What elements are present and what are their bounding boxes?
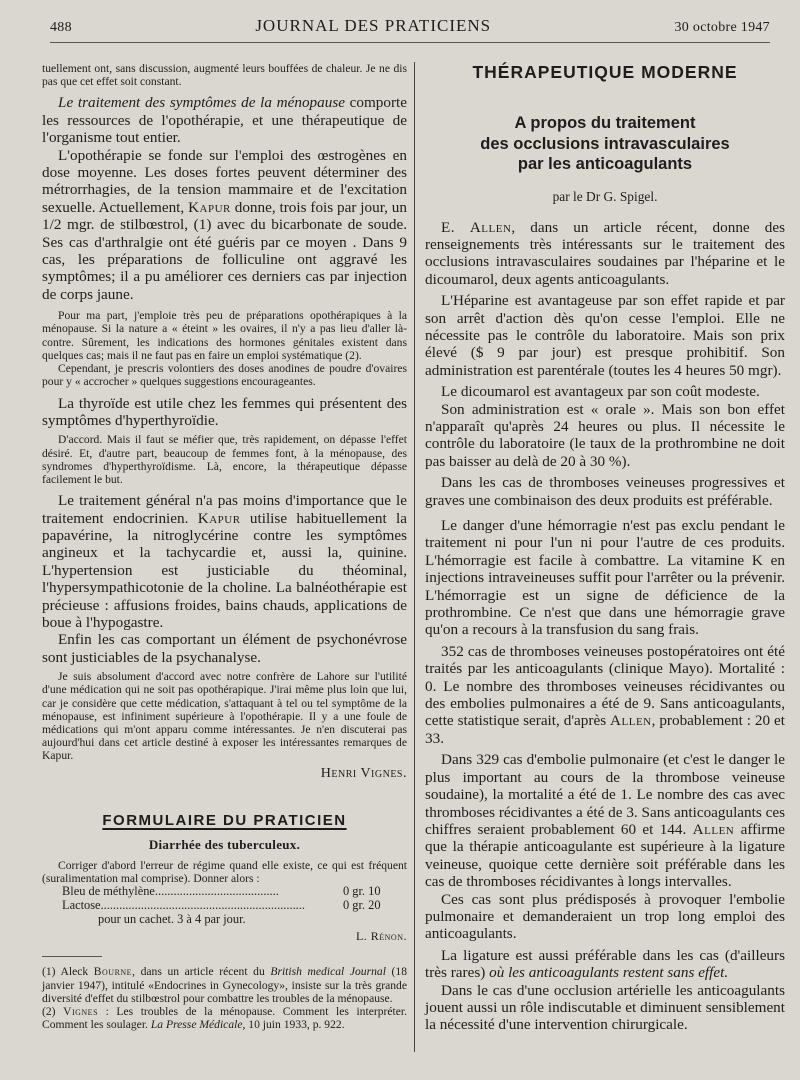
paragraph: La thyroïde est utile chez les femmes qui présentent des symptômes d'hyperthyroïdie. xyxy=(42,394,407,429)
paragraph: Dans les cas de thromboses veineuses progressives et graves une combinaison des deux produits est préférable. xyxy=(425,474,785,509)
author-name: Allen xyxy=(610,712,652,730)
article-title: A propos du traitement des occlusions intravasculaires par les anticoagulants xyxy=(480,114,730,173)
footnote: (1) Aleck Bourne, dans un article récent du British medical Journal (18 janvier 1947), intitulé «Endocrines in Gynecology», insiste sur la très grande diversité d'effet du stilbœstrol pour combattre les troubles de la ménopause. xyxy=(42,965,407,1005)
signature: Henri Vignes. xyxy=(320,765,407,781)
paragraph: Son administration est « orale ». Mais son bon effet n'apparaît qu'après 24 heures ou plus. Il nécessite le contrôle du laboratoire (le taux de la prothrombine ne doit pas baisser au delà de 20 à 30 %). xyxy=(425,400,785,470)
page-header xyxy=(50,16,770,43)
footnote: (2) Vignes : Les troubles de la ménopause. Comment les interpréter. Comment les soulager. La Presse Médicale, 10 juin 1933, p. 922. xyxy=(42,1005,407,1032)
paragraph: Dans le cas d'une occlusion artérielle les anticoagulants jouent aussi un rôle indiscutable et diminuent sensiblement la nécessité d'une intervention chirurgicale. xyxy=(425,981,785,1034)
journal-title: JOURNAL DES PRATICIENS xyxy=(255,16,492,35)
paragraph: tuellement ont, sans discussion, augmenté leurs bouffées de chaleur. Je ne dis pas que cet effet soit constant. xyxy=(42,62,407,89)
comment: Cependant, je prescris volontiers des doses anodines de poudre d'ovaires pour y « accrocher » quelques suggestions encourageantes. xyxy=(42,362,407,389)
paragraph: Dans 329 cas d'embolie pulmonaire (et c'est le danger le plus important au cours de la thrombose veineuse soudaine), la mortalité a été de 1. Le nombre des cas avec thromboses récidivantes a été de 3. Sans anticoagulants ces chiffres seraient probablement 60 et 144. Allen affirme que la thérapie anticoagulante est supérieure à la ligature veineuse, quoique cette dernière soit préférable dans les cas de thromboses récidivantes à longs intervalles. xyxy=(425,751,785,891)
right-column xyxy=(425,62,785,1034)
page-number: 488 xyxy=(50,20,72,35)
paragraph: Le traitement général n'a pas moins d'importance que le traitement endocrinien. Kapur utilise habituellement la papavérine, la nitroglycérine contre les symptômes angineux et la tachycardie et, aussi la, quinine. L'hypertension est justiciable du théominal, l'hypersympathicotonie de la choline. La balnéothérapie est précieuse : affusions froides, bains chauds, applications de boue à l'hypogastre. xyxy=(42,492,407,631)
prescription-item: Lactose.................................................................. 0 gr. 20 xyxy=(62,897,381,912)
formulaire-intro: Corriger d'abord l'erreur de régime quand elle existe, ce qui est fréquent (suralimentation mal comprise). Donner alors : xyxy=(42,858,407,885)
byline: par le Dr G. Spigel. xyxy=(552,188,658,204)
prescription-item: Bleu de méthylène........................................ 0 gr. 10 xyxy=(62,884,381,899)
section-rubric: THÉRAPEUTIQUE MODERNE xyxy=(472,62,738,82)
footnote-rule xyxy=(42,956,102,957)
posology: pour un cachet. 3 à 4 par jour. xyxy=(98,911,246,926)
paragraph: Le danger d'une hémorragie n'est pas exclu pendant le traitement ni pour l'un ni pour l'autre de ces produits. L'hémorragie est facile à combattre. La vitamine K en injections intraveineuses suffit pour l'arrêter ou la prévenir. L'hémorragie est un signe de déficience de la prothrombine. Ce n'est que dans une hémorragie grave qu'on a recours à la transfusion du sang frais. xyxy=(425,517,785,639)
paragraph: Ces cas sont plus prédisposés à provoquer l'embolie pulmonaire et demanderaient un trop long emploi des anticoagulants. xyxy=(425,890,785,943)
left-column xyxy=(42,62,407,1031)
paragraph: 352 cas de thromboses veineuses postopératoires ont été traités par les anticoagulants (clinique Mayo). Mortalité : 0. Le nombre des thromboses veineuses récidivantes ou des embolies pulmonaires a été de 9. Sans anticoagulants, cette statistique serait, d'après Allen, probablement : 20 et 33. xyxy=(425,642,785,747)
author-name: E. Allen xyxy=(441,218,512,236)
paragraph: La ligature est aussi préférable dans les cas (d'ailleurs très rares) où les anticoagulants restent sans effet. xyxy=(425,946,785,982)
author-name: Kapur xyxy=(197,509,241,527)
paragraph: L'Héparine est avantageuse par son effet rapide et par son arrêt d'action dès qu'on cesse l'emploi. Elle ne nécessite pas le contrôle du laboratoire. Mais son prix élevé ($ 9 par jour) est presque prohibitif. Son administration est parentérale (toutes les 4 heures 50 mgr). xyxy=(425,292,785,379)
author-name: Allen xyxy=(692,820,735,838)
italic-heading: Le traitement des symptômes de la ménopause xyxy=(58,94,345,112)
comment: D'accord. Mais il faut se méfier que, très rapidement, on dépasse l'effet désiré. Et, d'autre part, beaucoup de femmes font, à la ménopause, des syndromes d'hyperthyroïdisme. Là, encore, la thérapeutique dépasse facilement le but. xyxy=(42,433,407,486)
paragraph: L'opothérapie se fonde sur l'emploi des œstrogènes en dose moyenne. Les doses fortes peuvent déterminer des métrorrhagies, de la tension mammaire et de l'excitation sexuelle. Actuellement, Kapur donne, trois fois par jour, un 1/2 mgr. de stilbœstrol, (1) avec du bicarbonate de soude. Ses cas d'arthralgie ont été guéris par ce moyen . Dans 9 cas, les préparations de folliculine ont aggravé les symptômes; il a pu améliorer ces derniers cas par injection de corps jaune. xyxy=(42,146,407,303)
comment: Je suis absolument d'accord avec notre confrère de Lahore sur l'utilité d'une médication qui ne soit pas opothérapique. J'irai même plus loin que lui, car je considère que cette médication, s'attaquant à tel ou tel symptôme de la ménopause, est infiniment supérieure à l'opothérapie. Il y a une foule de médications qui m'ont apparu comme intéressantes. Je n'en discuterai pas aujourd'hui dans cet article destiné à exposer les intéressantes remarques de Kapur. xyxy=(42,670,407,763)
issue-date: 30 octobre 1947 xyxy=(674,20,770,35)
column-divider xyxy=(414,62,415,1052)
formulaire-title: FORMULAIRE DU PRATICIEN xyxy=(102,811,347,829)
paragraph: Le traitement des symptômes de la ménopause comporte les ressources de l'opothérapie, et une thérapeutique de l'organisme tout entier. xyxy=(42,94,408,147)
formulaire-signature: L. Rénon. xyxy=(355,929,407,944)
paragraph: E. Allen, dans un article récent, donne des renseignements très intéressants sur le traitement des occlusions intravasculaires soudaines par l'héparine et le dicoumarol, deux agents anticoagulants. xyxy=(425,218,785,288)
author-name: Kapur xyxy=(188,198,231,216)
paragraph: Le dicoumarol est avantageux par son coût modeste. xyxy=(441,383,760,401)
formulaire-subtitle: Diarrhée des tuberculeux. xyxy=(148,836,301,852)
paragraph: Enfin les cas comportant un élément de psychonévrose sont justiciables de la psychanalyse. xyxy=(42,631,407,666)
comment: Pour ma part, j'emploie très peu de préparations opothérapiques à la ménopause. Si la nature a « éteint » les ovaires, il n'y a pas lieu d'aller là-contre. Sûrement, les indications des hormones génitales existent dans quelques cas; mais il ne faut pas en faire un emploi systématique (2). xyxy=(42,309,407,362)
